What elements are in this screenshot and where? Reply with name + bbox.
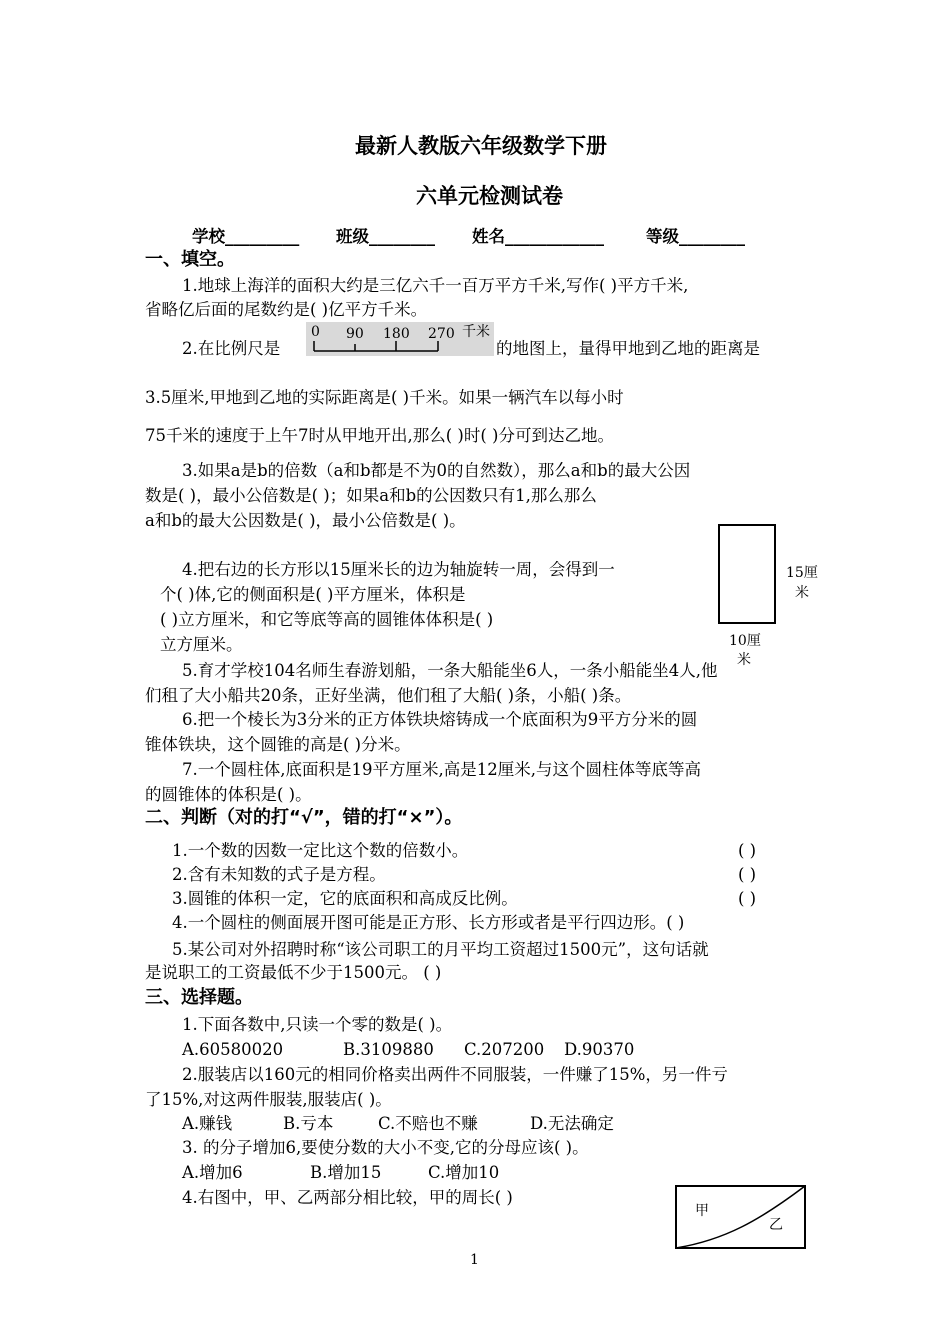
rect-width-label-2: 米 [737,652,751,668]
scale-tick-270: 270 [428,326,455,342]
q1-line2: 省略亿后面的尾数约是( )亿平方千米。 [145,300,428,319]
figure-label-jia: 甲 [695,1203,709,1219]
q4-line4: 立方厘米。 [160,635,243,654]
page-number: 1 [470,1252,479,1268]
scale-tick-180: 180 [383,326,410,342]
choice-q2-opt-a: A.赚钱 [182,1114,233,1133]
choice-q3-opt-a: A.增加6 [182,1163,243,1182]
name-field: 姓名____________ [472,227,604,246]
choice-q1-opt-b: B.3109880 [343,1040,434,1059]
q1-line1: 1.地球上海洋的面积大约是三亿六千一百万平方千米,写作( )平方千米, [182,276,689,295]
scale-tick-0: 0 [311,324,320,340]
choice-q2-line1: 2.服装店以160元的相同价格卖出两件不同服装，一件赚了15%，另一件亏 [182,1065,728,1084]
judge-item-2: 2.含有未知数的式子是方程。 [172,865,386,884]
judge-item-4: 4.一个圆柱的侧面展开图可能是正方形、长方形或者是平行四边形。( ) [172,913,685,932]
judge-item-5-line1: 5.某公司对外招聘时称“该公司职工的月平均工资超过1500元”，这句话就 [172,940,709,959]
judge-paren-2: ( ) [738,865,757,884]
figure-label-yi: 乙 [769,1217,783,1233]
jia-yi-figure [675,1185,806,1249]
choice-q2-opt-b: B.亏本 [283,1114,334,1133]
q3-line2: 数是( )，最小公倍数是( )；如果a和b的公因数只有1,那么那么 [145,486,597,505]
rectangle-figure [718,524,776,624]
choice-q2-line2: 了15%,对这两件服装,服装店( )。 [145,1090,392,1109]
choice-q3-opt-c: C.增加10 [428,1163,500,1182]
choice-q2-opt-c: C.不赔也不赚 [378,1114,478,1133]
choice-q1: 1.下面各数中,只读一个零的数是( )。 [182,1015,453,1034]
choice-q2-opt-d: D.无法确定 [530,1114,614,1133]
class-field: 班级________ [336,227,435,246]
choice-q1-opt-c: C.207200 [464,1040,545,1059]
q2-line3: 75千米的速度于上午7时从甲地开出,那么( )时( )分可到达乙地。 [145,426,614,445]
scale-tick-90: 90 [346,326,364,342]
q5-line2: 们租了大小船共20条，正好坐满，他们租了大船( )条，小船( )条。 [145,686,632,705]
judge-paren-1: ( ) [738,841,757,860]
q4-line1: 4.把右边的长方形以15厘米长的边为轴旋转一周，会得到一 [182,560,615,579]
scale-bar [306,322,494,356]
section2-heading: 二、判断（对的打“√”，错的打“×”）。 [145,807,463,828]
rect-height-label-2: 米 [795,585,809,601]
q2-suffix: 的地图上，量得甲地到乙地的距离是 [496,339,760,358]
exam-title: 最新人教版六年级数学下册 [355,134,607,158]
judge-item-5-line2: 是说职工的工资最低不少于1500元。 ( ) [145,963,442,982]
judge-item-3: 3.圆锥的体积一定，它的底面积和高成反比例。 [172,889,518,908]
q6-line2: 锥体铁块，这个圆锥的高是( )分米。 [145,735,411,754]
q5-line1: 5.育才学校104名师生春游划船，一条大船能坐6人，一条小船能坐4人,他 [182,661,718,680]
q2-line2: 3.5厘米,甲地到乙地的实际距离是( )千米。如果一辆汽车以每小时 [145,388,624,407]
choice-q1-opt-d: D.90370 [564,1040,635,1059]
choice-q3: 3. 的分子增加6,要使分数的大小不变,它的分母应该( )。 [182,1138,589,1157]
q4-line2: 个( )体,它的侧面积是( )平方厘米，体积是 [160,585,466,604]
school-field: 学校_________ [192,227,300,246]
scale-unit: 千米 [462,324,490,340]
q4-line3: ( )立方厘米，和它等底等高的圆锥体体积是( ) [160,610,494,629]
judge-item-1: 1.一个数的因数一定比这个数的倍数小。 [172,841,469,860]
grade-field: 等级________ [646,227,745,246]
q3-line3: a和b的最大公因数是( )，最小公倍数是( )。 [145,511,466,530]
rect-height-label-1: 15厘 [786,565,818,581]
choice-q4: 4.右图中，甲、乙两部分相比较，甲的周长( ) [182,1188,513,1207]
choice-q3-opt-b: B.增加15 [310,1163,382,1182]
rect-width-label-1: 10厘 [729,633,761,649]
q2-prefix: 2.在比例尺是 [182,339,281,358]
judge-paren-3: ( ) [738,889,757,908]
choice-q1-opt-a: A.60580020 [182,1040,284,1059]
q7-line2: 的圆锥体的体积是( )。 [145,785,312,804]
section1-heading: 一、填空。 [145,249,235,270]
section3-heading: 三、选择题。 [145,987,253,1008]
q3-line1: 3.如果a是b的倍数（a和b都是不为0的自然数），那么a和b的最大公因 [182,461,691,480]
q6-line1: 6.把一个棱长为3分米的正方体铁块熔铸成一个底面积为9平方分米的圆 [182,710,698,729]
exam-subtitle: 六单元检测试卷 [416,184,563,208]
q7-line1: 7.一个圆柱体,底面积是19平方厘米,高是12厘米,与这个圆柱体等底等高 [182,760,701,779]
